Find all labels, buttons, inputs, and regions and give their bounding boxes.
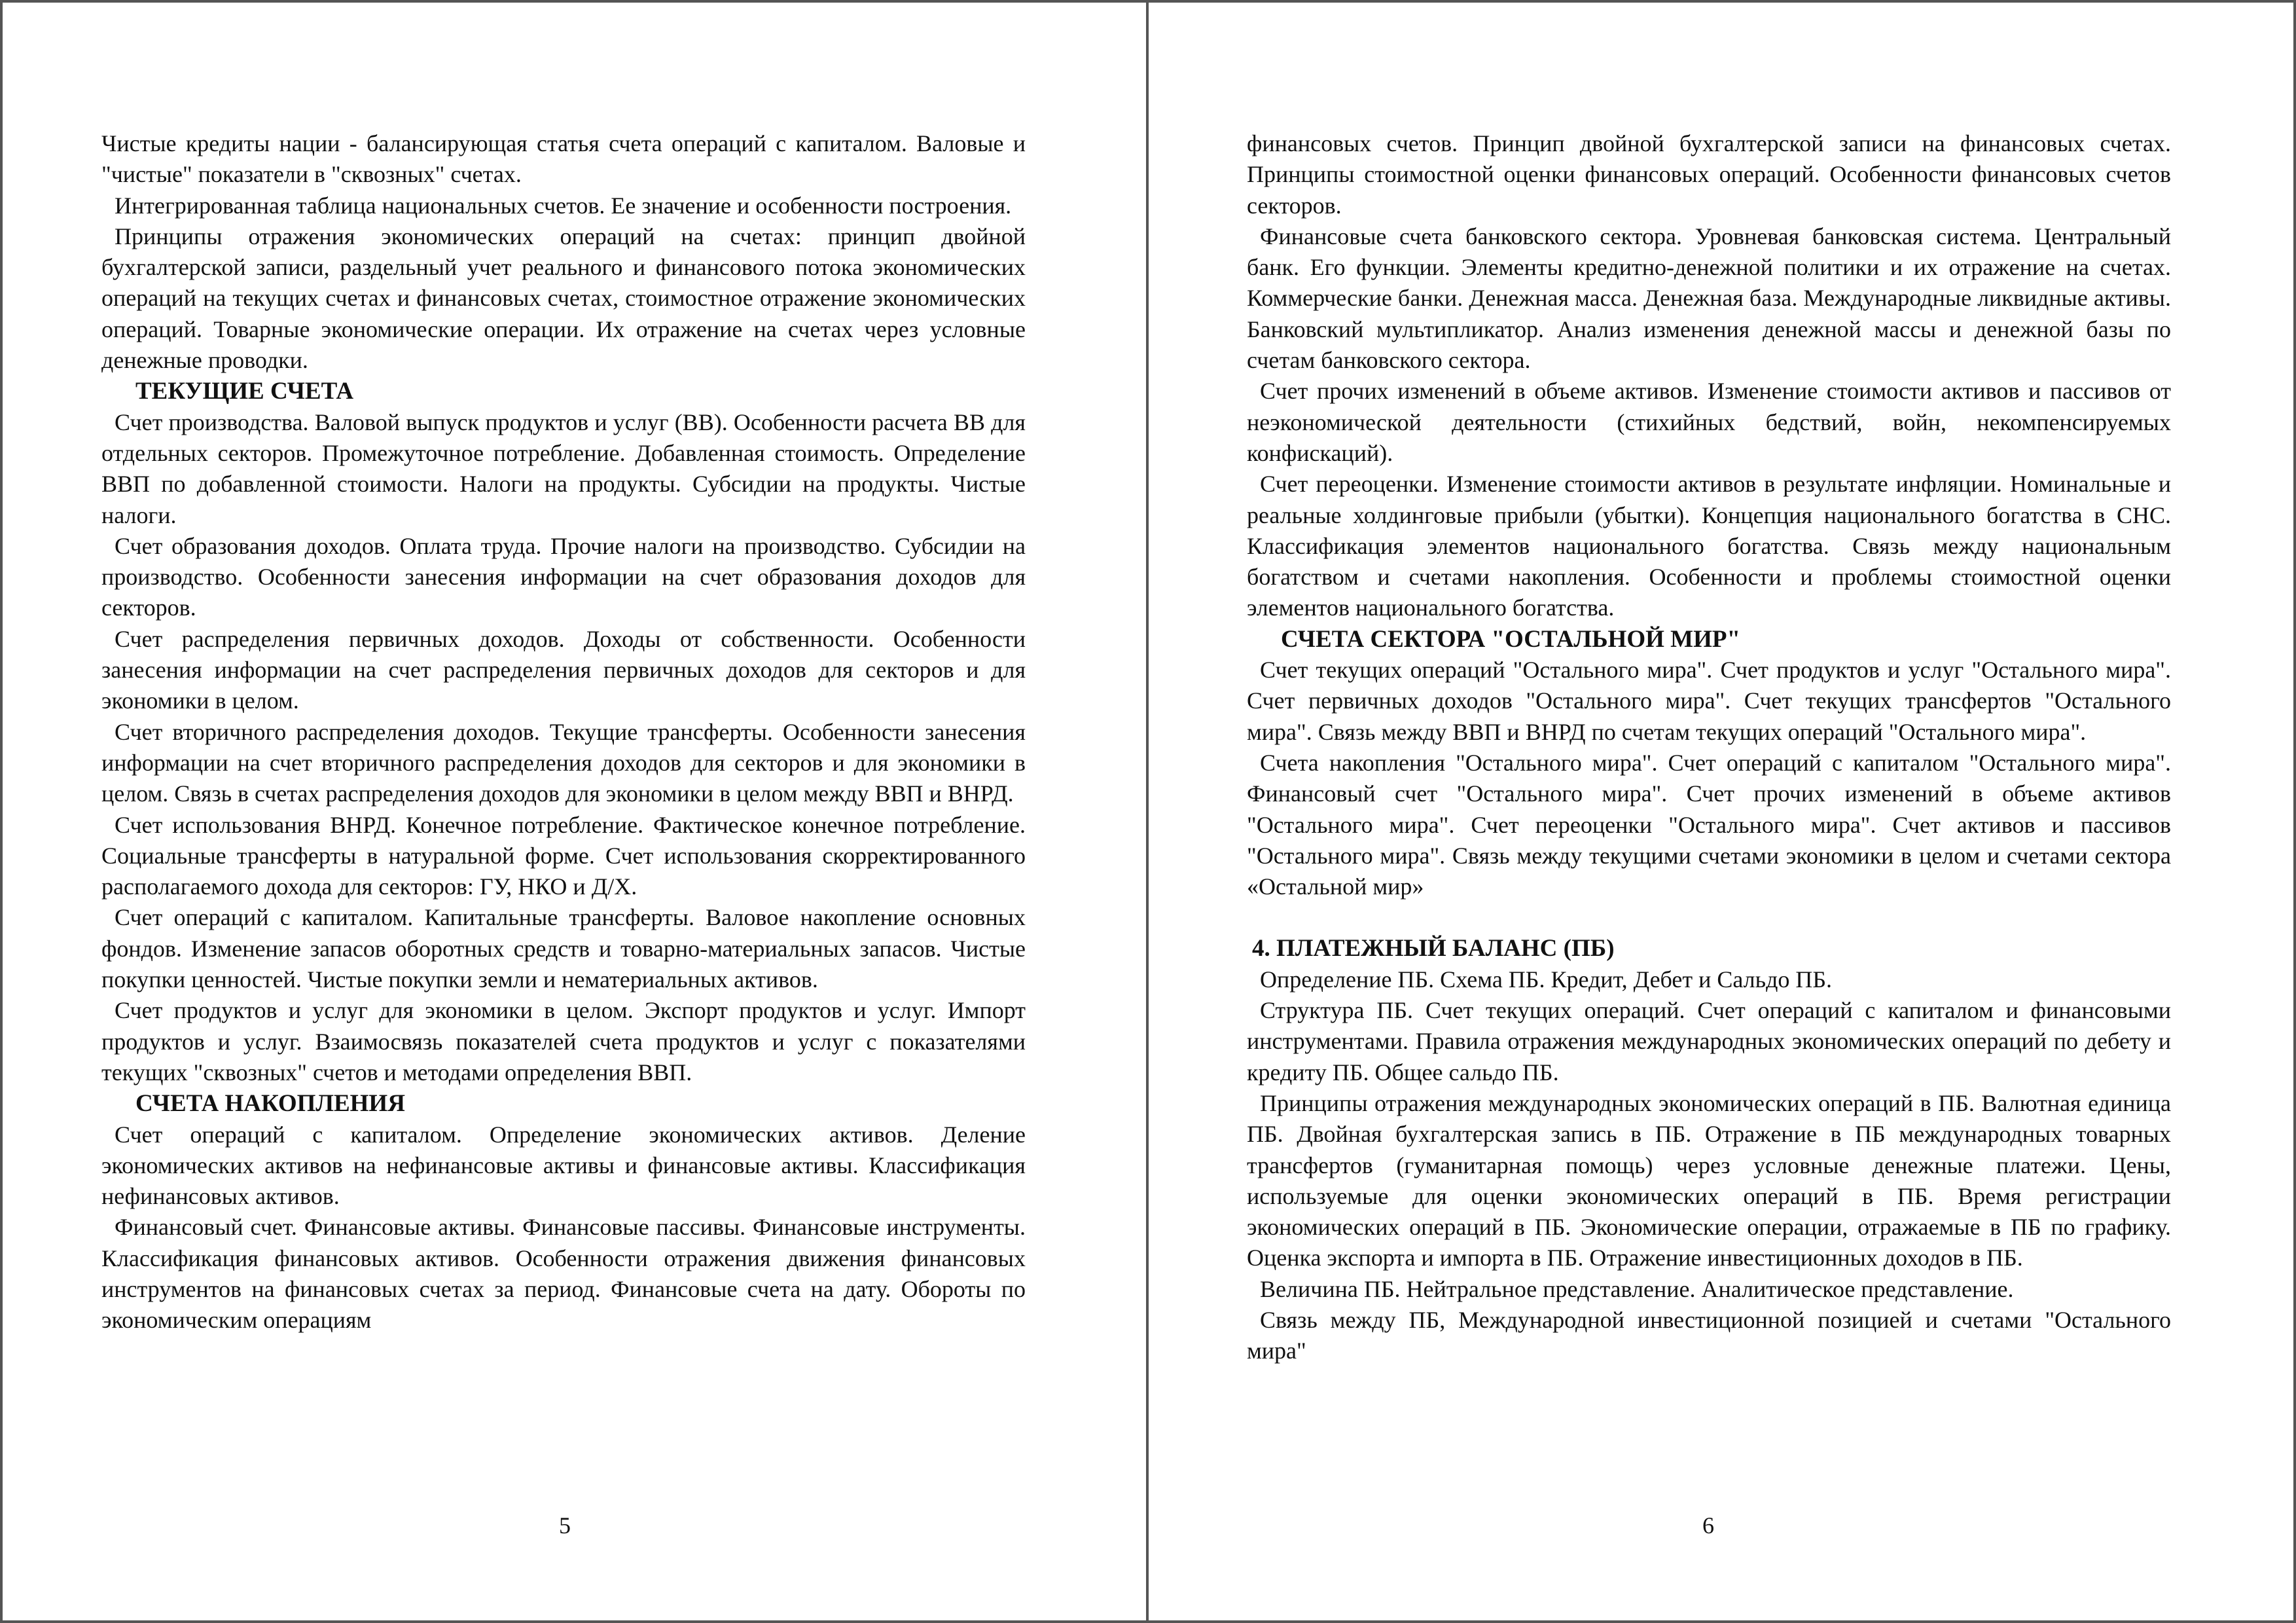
paragraph: Интегрированная таблица национальных счетов. Ее значение и особенности построения. (115, 192, 1012, 219)
paragraph: Финансовый счет. Финансовые активы. Финансовые пассивы. Финансовые инструменты. Классификация финансовых активов. Особенности отражения движения финансовых инструментов на финансовых счетах за период. Финансовые счета на дату. Обороты по экономическим операциям (101, 1214, 1026, 1334)
page-5 (0, 0, 1146, 1623)
paragraph: Принципы отражения международных экономических операций в ПБ. Валютная единица ПБ. Двойная бухгалтерская запись в ПБ. Отражение в ПБ международных товарных трансфертов (гуманитарная помощь) через условные денежные платежи. Цены, используемые для оценки экономических операций в ПБ. Время регистрации экономических операций в ПБ. Экономические операции, отражаемые в ПБ по графику. Оценка экспорта и импорта в ПБ. Отражение инвестиционных доходов в ПБ. (1247, 1089, 2171, 1271)
paragraph: Счет вторичного распределения доходов. Текущие трансферты. Особенности занесения информации на счет вторичного распределения доходов для секторов и для экономики в целом. Связь в счетах распределения доходов для экономики в целом между ВВП и ВНРД. (101, 718, 1026, 807)
right-page-text (1247, 128, 2171, 1367)
paragraph: Счет продуктов и услуг для экономики в целом. Экспорт продуктов и услуг. Импорт продуктов и услуг. Взаимосвязь показателей счета продуктов и услуг с показателями текущих "сквозных" счетов и методами определения ВВП. (101, 997, 1026, 1085)
paragraph: Счет операций с капиталом. Капитальные трансферты. Валовое накопление основных фондов. Изменение запасов оборотных средств и товарно-материальных запасов. Чистые покупки ценностей. Чистые покупки земли и нематериальных активов. (101, 904, 1026, 993)
paragraph: Счет переоценки. Изменение стоимости активов в результате инфляции. Номинальные и реальные холдинговые прибыли (убытки). Концепция национального богатства в СНС. Классификация элементов национального богатства. Связь между национальным богатством и счетами накопления. Особенности и проблемы стоимостной оценки элементов национального богатства. (1247, 471, 2171, 621)
paragraph: Счет производства. Валовой выпуск продуктов и услуг (ВВ). Особенности расчета ВВ для отдельных секторов. Промежуточное потребление. Добавленная стоимость. Определение ВВП по добавленной стоимости. Налоги на продукты. Субсидии на продукты. Чистые налоги. (101, 409, 1026, 528)
paragraph: Счет прочих изменений в объеме активов. Изменение стоимости активов и пассивов от неэкономической деятельности (стихийных бедствий, войн, некомпенсируемых конфискаций). (1247, 378, 2171, 466)
section-heading-balance-of-payments: 4. ПЛАТЕЖНЫЙ БАЛАНС (ПБ) (1252, 935, 1615, 962)
section-heading-current-accounts: ТЕКУЩИЕ СЧЕТА (135, 378, 354, 405)
paragraph: Счет текущих операций "Остального мира". Счет продуктов и услуг "Остального мира". Счет первичных доходов "Остального мира". Счет текущих трансфертов "Остального мира". Связь между ВВП и ВНРД по счетам текущих операций "Остального мира". (1247, 657, 2171, 745)
section-heading-rest-of-world: СЧЕТА СЕКТОРА "ОСТАЛЬНОЙ МИР" (1281, 625, 1740, 653)
paragraph: Счет образования доходов. Оплата труда. Прочие налоги на производство. Субсидии на производство. Особенности занесения информации на счет образования доходов для секторов. (101, 532, 1026, 621)
paragraph: Структура ПБ. Счет текущих операций. Счет операций с капиталом и финансовыми инструментами. Правила отражения международных экономических операций по дебету и кредиту ПБ. Общее сальдо ПБ. (1247, 997, 2171, 1085)
blank-line (1247, 902, 2171, 933)
left-page-text (101, 128, 1026, 1336)
page-6 (1149, 0, 2296, 1623)
paragraph: Финансовые счета банковского сектора. Уровневая банковская система. Центральный банк. Его функции. Элементы кредитно-денежной политики и их отражение на счетах. Коммерческие банки. Денежная масса. Денежная база. Международные ликвидные активы. Банковский мультипликатор. Анализ изменения денежной массы и денежной базы по счетам банковского сектора. (1247, 223, 2171, 374)
paragraph: Принципы отражения экономических операций на счетах: принцип двойной бухгалтерской записи, раздельный учет реального и финансового потока экономических операций на текущих счетах и финансовых счетах, стоимостное отражение экономических операций. Товарные экономические операции. Их отражение на счетах через условные денежные проводки. (101, 223, 1026, 374)
paragraph: Связь между ПБ, Международной инвестиционной позицией и счетами "Остального мира" (1247, 1306, 2171, 1364)
paragraph: Чистые кредиты нации - балансирующая статья счета операций с капиталом. Валовые и "чистые" показатели в "сквозных" счетах. (101, 130, 1026, 188)
page-number: 5 (559, 1512, 571, 1539)
paragraph: Определение ПБ. Схема ПБ. Кредит, Дебет и Сальдо ПБ. (1260, 966, 1833, 993)
paragraph: Счета накопления "Остального мира". Счет операций с капиталом "Остального мира". Финансовый счет "Остального мира". Счет прочих изменений в объеме активов "Остального мира". Счет переоценки "Остального мира". Счет активов и пассивов "Остального мира". Связь между текущими счетами экономики в целом и счетами сектора «Остальной мир» (1247, 749, 2171, 900)
section-heading-accumulation-accounts: СЧЕТА НАКОПЛЕНИЯ (135, 1090, 405, 1118)
paragraph: Счет операций с капиталом. Определение экономических активов. Деление экономических активов на нефинансовые активы и финансовые активы. Классификация нефинансовых активов. (101, 1121, 1026, 1210)
paragraph: Величина ПБ. Нейтральное представление. Аналитическое представление. (1260, 1275, 2014, 1302)
page-number: 6 (1702, 1512, 1714, 1539)
paragraph: финансовых счетов. Принцип двойной бухгалтерской записи на финансовых счетах. Принципы стоимостной оценки финансовых операций. Особенности финансовых счетов секторов. (1247, 130, 2171, 219)
paragraph: Счет использования ВНРД. Конечное потребление. Фактическое конечное потребление. Социальные трансферты в натуральной форме. Счет использования скорректированного располагаемого дохода для секторов: ГУ, НКО и Д/Х. (101, 811, 1026, 900)
paragraph: Счет распределения первичных доходов. Доходы от собственности. Особенности занесения информации на счет распределения первичных доходов для секторов и для экономики в целом. (101, 625, 1026, 714)
